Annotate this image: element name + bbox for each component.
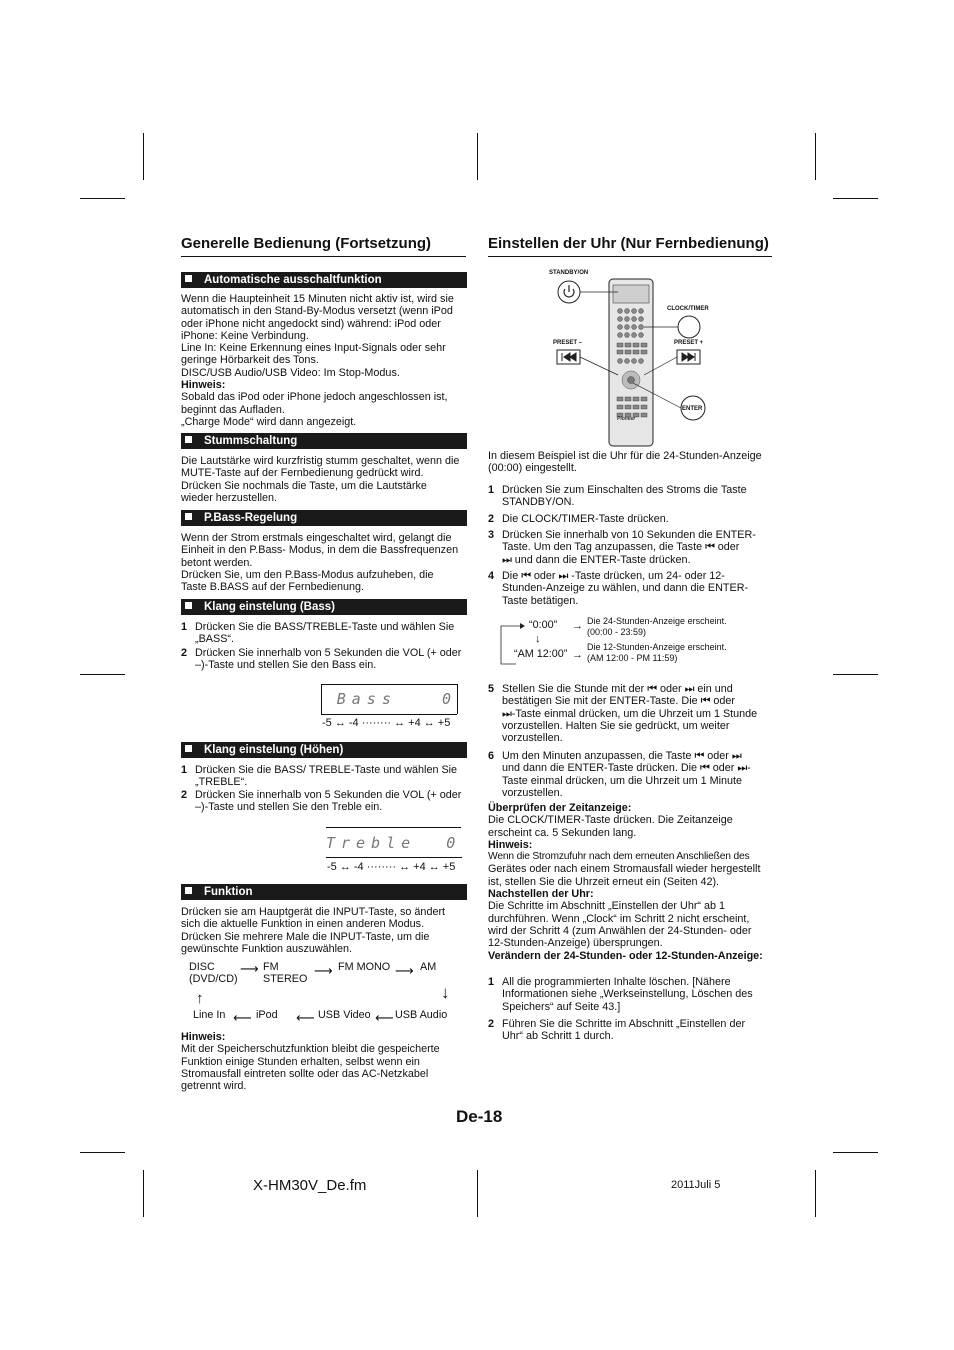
step-number: 2 (488, 1018, 495, 1030)
text-line: Line In: Keine Erkennung eines Input-Signals oder sehr (181, 342, 446, 355)
bass-step-2 (195, 647, 470, 672)
text-line: Führen Sie die Schritte im Abschnitt „Einstellen der (502, 1018, 746, 1030)
arrow-down: ↓ (441, 983, 450, 1002)
text-line: geringe Hörbarkeit des Tons. (181, 354, 319, 367)
skip-back-icon: ⏮ (700, 695, 711, 708)
text-line: Drücken Sie innerhalb von 10 Sekunden die ENTER- (502, 529, 756, 541)
text-line: oder (707, 750, 729, 762)
label-clock-timer: CLOCK/TIMER (667, 306, 709, 312)
text-line: Die CLOCK/TIMER-Taste drücken. Die Zeitanzeige (488, 814, 733, 827)
crop-mark (143, 1170, 144, 1217)
step-number: 2 (181, 789, 188, 801)
funktion-note (181, 1031, 471, 1092)
lcd-edge (457, 684, 458, 714)
treble-scale: -5 ↔ -4 ········ ↔ +4 ↔ +5 (327, 861, 456, 873)
step-number: 5 (488, 683, 495, 695)
text-line: Die (502, 570, 519, 582)
text-line: In diesem Beispiel ist die Uhr für die 24-Stunden-Anzeige (488, 450, 762, 462)
skip-forward-icon: ⏭ (558, 570, 569, 582)
flow-label: FM (263, 961, 279, 973)
text-line: oder (659, 683, 682, 695)
treble-step-2 (195, 789, 470, 814)
mute-text (181, 455, 471, 504)
lcd-text: Treble 0 (326, 834, 462, 852)
funktion-text (181, 906, 471, 955)
step-number: 4 (488, 570, 495, 582)
text-line: beginnt das Aufladen. (181, 403, 285, 416)
text-line: Sobald das iPod oder iPhone jedoch angeschlossen ist, (181, 391, 448, 404)
text-line: Stunden-Anzeige zu wählen, und dann die ENTER- (502, 582, 749, 595)
flow-label: STEREO (263, 973, 308, 986)
skip-forward-icon: ⏭ (502, 553, 512, 566)
arrow-right: → (572, 620, 583, 632)
skip-back-icon: ⏮ (694, 750, 705, 762)
step-number: 1 (181, 764, 188, 776)
crop-mark (80, 674, 125, 675)
clock-flow-12h: “AM 12:00” (514, 648, 568, 660)
section-bar-treble (181, 742, 467, 758)
step-number: 3 (488, 529, 495, 541)
flow-ipod: iPod (256, 1009, 278, 1021)
section-title: P.Bass-Regelung (204, 512, 298, 524)
text-line: „BASS“. (195, 633, 234, 646)
text-line: iPhone: Keine Verbindung. (181, 329, 309, 342)
text-line: Taste. Um den Tag anzupassen, die Taste (502, 541, 703, 554)
text-line: oder (713, 695, 735, 708)
flow-fmmono: FM MONO (338, 961, 391, 973)
treble-lcd-display (326, 827, 461, 858)
text-line: Speichers“ auf Seite 43.] (502, 1000, 621, 1013)
text-line: getrennt wird. (181, 1080, 247, 1093)
text-line: Um den Minuten anzupassen, die Taste (502, 750, 692, 762)
text-line: All die programmierten Inhalte löschen. [Nähere (502, 976, 731, 988)
clock-flow-24h: “0:00” (529, 619, 558, 631)
text-line: STANDBY/ON. (502, 496, 575, 509)
text-line: und dann die ENTER-Taste drücken. Die (502, 762, 698, 775)
skip-forward-icon: ⏭ (737, 762, 748, 775)
heading-rule (181, 256, 466, 257)
text-line: Drücken Sie innerhalb von 5 Sekunden die VOL (+ oder (195, 647, 462, 659)
arrow-right: ⟶ (395, 963, 414, 978)
text-line: Die 24-Stunden-Anzeige erscheint. (587, 616, 727, 626)
text-line: „Charge Mode“ wird dann angezeigt. (181, 415, 357, 428)
clock-step-1 (502, 484, 777, 509)
bass-scale: -5 ↔ -4 ········ ↔ +4 ↔ +5 (322, 717, 451, 729)
text-line: Drücken Sie mehrere Male die INPUT-Taste, um die (181, 930, 430, 943)
text-line: Drücken Sie die BASS/TREBLE-Taste und wählen Sie (195, 621, 455, 633)
flow-am: AM (420, 961, 437, 973)
text-line: Informationen siehe „Werkseinstellung, Löschen des (502, 988, 753, 1001)
crop-mark (815, 133, 816, 180)
flow-usbaudio: USB Audio (395, 1009, 448, 1021)
heading-rule (488, 256, 772, 257)
clock-step-5 (502, 683, 777, 744)
text-line: betont werden. (181, 556, 253, 569)
text-line: Mit der Speicherschutzfunktion bleibt die gespeicherte (181, 1043, 440, 1056)
text-line: Drücken Sie die BASS/ TREBLE-Taste und wählen Sie (195, 764, 458, 776)
crop-mark (815, 1170, 816, 1217)
text-line: wieder herzustellen. (181, 491, 278, 504)
text-line: Die Lautstärke wird kurzfristig stumm geschaltet, wenn die (181, 455, 460, 467)
footer-date: 2011Juli 5 (671, 1179, 721, 1191)
section-bar-pbass (181, 510, 467, 526)
skip-back-icon: ⏮ (705, 541, 715, 554)
reset-label: Nachstellen der Uhr: (488, 888, 594, 901)
crop-mark (80, 1152, 125, 1153)
text-line: erscheint ca. 5 Sekunden lang. (488, 826, 637, 839)
change-label: Verändern der 24-Stunden- oder 12-Stunden-Anzeige: (488, 949, 763, 962)
auto-text (181, 293, 471, 428)
text-line: Taste B.BASS auf der Fernbedienung. (181, 581, 365, 594)
text-line: wird der Schritt 4 (zum Anwählen der 24-Stunden- oder (488, 924, 752, 937)
section-bar-mute (181, 433, 467, 449)
label-enter: ENTER (682, 406, 703, 412)
bass-lcd-display (321, 684, 457, 715)
treble-step-1 (195, 764, 470, 789)
text-line: Die 12-Stunden-Anzeige erscheint. (587, 642, 727, 652)
crop-mark (143, 133, 144, 180)
text-line: vorzustellen. Halten Sie sie gedrückt, um weiter (502, 719, 730, 732)
text-line: Taste einmal drücken, um die Uhrzeit um 1 Minute (502, 774, 743, 787)
arrow-left: ⟵ (296, 1010, 315, 1025)
text-line: und dann die ENTER-Taste drücken. (514, 553, 691, 566)
text-line: 12-Stunden-Anzeige) übersprungen. (488, 937, 663, 950)
text-line: DISC/USB Audio/USB Video: Im Stop-Modus. (181, 366, 400, 379)
left-heading: Generelle Bedienung (Fortsetzung) (181, 235, 432, 252)
step-number: 2 (181, 647, 188, 659)
change-step-2 (502, 1018, 777, 1043)
flow-fm (263, 961, 307, 986)
text-line: Taste betätigen. (502, 594, 579, 607)
text-line: Einheit in den P.Bass- Modus, in dem die Bassfrequenzen (181, 544, 459, 557)
crop-mark (477, 1170, 478, 1217)
text-line: oder iPhone nicht angedockt sind) während: iPod oder (181, 317, 441, 330)
text-line: ist, stellen Sie die Uhrzeit erneut ein (Seiten 42). (488, 875, 720, 888)
label-preset-minus: PRESET – (553, 340, 583, 346)
text-line: bestätigen Sie mit der ENTER-Taste. Die (502, 695, 698, 708)
text-line: -Taste drücken, um 24- oder 12- (571, 570, 725, 582)
text-line: vorzustellen. (502, 786, 563, 799)
text-line: –)-Taste und stellen Sie den Bass ein. (195, 659, 377, 672)
note-label: Hinweis: (181, 1031, 226, 1043)
step-number: 1 (488, 484, 495, 496)
text-line: „TREBLE“. (195, 776, 248, 789)
clock-flow-24h-desc (587, 616, 727, 638)
text-line: Stromausfall eintreten sollte oder das AC-Netzkabel (181, 1067, 429, 1080)
text-line: MUTE-Taste auf der Fernbedienung gedrückt wird. (181, 467, 424, 480)
section-title: Klang einstelung (Bass) (204, 601, 335, 613)
flow-linein: Line In (193, 1009, 226, 1021)
skip-back-icon: ⏮ (700, 762, 710, 775)
text-line: Drücken Sie zum Einschalten des Stroms die Taste (502, 484, 747, 496)
flow-disc (189, 961, 238, 986)
text-line: Drücken Sie, um den P.Bass-Modus aufzuheben, die (181, 568, 434, 581)
lcd-edge (326, 857, 462, 858)
arrow-up: ↑ (196, 990, 204, 1007)
step-number: 1 (488, 976, 495, 988)
text-line: oder (533, 570, 556, 582)
section-title: Stummschaltung (204, 435, 298, 447)
footer-filename: X-HM30V_De.fm (253, 1177, 367, 1194)
skip-forward-icon: ⏭ (731, 750, 742, 762)
clock-notes (488, 802, 778, 962)
arrow-left: ⟵ (375, 1010, 394, 1025)
text-line: (00:00) eingestellt. (488, 462, 577, 475)
crop-mark (477, 133, 478, 180)
text-line: durchführen. Wenn „Clock“ im Schritt 2 nicht erscheint, (488, 912, 750, 925)
text-line: oder (712, 762, 735, 775)
text-line: Die Schritte im Abschnitt „Einstellen der Uhr“ ab 1 (488, 900, 726, 913)
label-standby: STANDBY/ON (549, 270, 589, 276)
text-line: automatisch in den Stand-By-Modus versetzt (wenn iPod (181, 305, 453, 318)
arrow-right: ⟶ (240, 961, 259, 976)
section-title: Klang einstelung (Höhen) (204, 744, 344, 756)
remote-brand: Pioneer (617, 416, 636, 422)
skip-forward-icon: ⏭ (684, 683, 695, 695)
step-number: 6 (488, 750, 495, 762)
remote-illustration (540, 265, 730, 450)
skip-back-icon: ⏮ (521, 570, 531, 582)
text-line: Drücken Sie nochmals die Taste, um die Lautstärke (181, 479, 427, 492)
text-line: Wenn die Stromzufuhr nach dem erneuten Anschließen des (488, 851, 750, 863)
step-number: 2 (488, 513, 495, 525)
step-number: 1 (181, 621, 188, 633)
flow-label: DISC (189, 961, 215, 973)
text-line: sich die aktuelle Funktion in einen anderen Modus. (181, 918, 425, 931)
text-line: vorzustellen. (502, 732, 563, 745)
text-line: Uhr“ ab Schritt 1 durch. (502, 1030, 614, 1043)
section-bar-funktion (181, 884, 467, 900)
flow-label: (DVD/CD) (189, 973, 238, 986)
clock-step-3 (502, 529, 777, 566)
text-line: Wenn die Haupteinheit 15 Minuten nicht aktiv ist, wird sie (181, 293, 454, 305)
text-line: Funktion einige Stunden erhalten, selbst wenn ein (181, 1055, 420, 1068)
lcd-edge (321, 684, 322, 714)
text-line: gewünschte Funktion auszuwählen. (181, 942, 353, 955)
text-line: (AM 12:00 - PM 11:59) (587, 653, 678, 663)
crop-mark (833, 198, 878, 199)
crop-mark (833, 674, 878, 675)
text-line: Drücken sie am Hauptgerät die INPUT-Taste, so ändert (181, 906, 446, 918)
text-line: Gerätes oder nach einem Stromausfall wieder hergestellt (488, 863, 761, 876)
arrow-down: ↓ (535, 633, 541, 645)
text-line: Stellen Sie die Stunde mit der (502, 683, 645, 695)
arrow-right: ⟶ (314, 963, 333, 978)
text-line: –)-Taste und stellen Sie den Treble ein. (195, 801, 383, 814)
skip-forward-icon: ⏭ (502, 707, 512, 720)
label-preset-plus: PRESET + (674, 340, 704, 346)
change-step-1 (502, 976, 777, 1013)
skip-back-icon: ⏮ (647, 683, 657, 695)
text-line: ein und (697, 683, 733, 695)
section-bar-bass (181, 599, 467, 615)
clock-step-6 (502, 750, 777, 799)
section-title: Funktion (204, 886, 253, 898)
text-line: Wenn der Strom erstmals eingeschaltet wird, gelangt die (181, 532, 452, 544)
text-line: -Taste einmal drücken, um die Uhrzeit um 1 Stunde (511, 707, 758, 720)
clock-flow-loop (496, 620, 526, 668)
clock-step-4 (502, 570, 777, 607)
lcd-text: Bass 0 (336, 690, 457, 708)
clock-intro (488, 450, 778, 475)
pbass-text (181, 532, 471, 593)
clock-flow-12h-desc (587, 642, 727, 664)
bass-step-1 (195, 621, 470, 646)
arrow-left: ⟵ (233, 1010, 252, 1025)
crop-mark (833, 1152, 878, 1153)
text-line: - (747, 762, 751, 775)
text-line: Drücken Sie innerhalb von 5 Sekunden die VOL (+ oder (195, 789, 462, 801)
note-label: Hinweis: (181, 379, 226, 392)
crop-mark (80, 198, 125, 199)
note-label: Hinweis: (488, 838, 533, 851)
text-line: (00:00 - 23:59) (587, 627, 647, 637)
section-bar-auto (181, 272, 467, 288)
check-label: Überprüfen der Zeitanzeige: (488, 802, 632, 814)
clock-step-2: Die CLOCK/TIMER-Taste drücken. (502, 513, 669, 525)
page-number: De-18 (456, 1107, 503, 1126)
right-heading: Einstellen der Uhr (Nur Fernbedienung) (488, 235, 769, 252)
text-line: oder (717, 541, 740, 554)
section-title: Automatische ausschaltfunktion (204, 274, 382, 286)
flow-usbvideo: USB Video (318, 1009, 371, 1021)
arrow-right: → (572, 649, 583, 661)
